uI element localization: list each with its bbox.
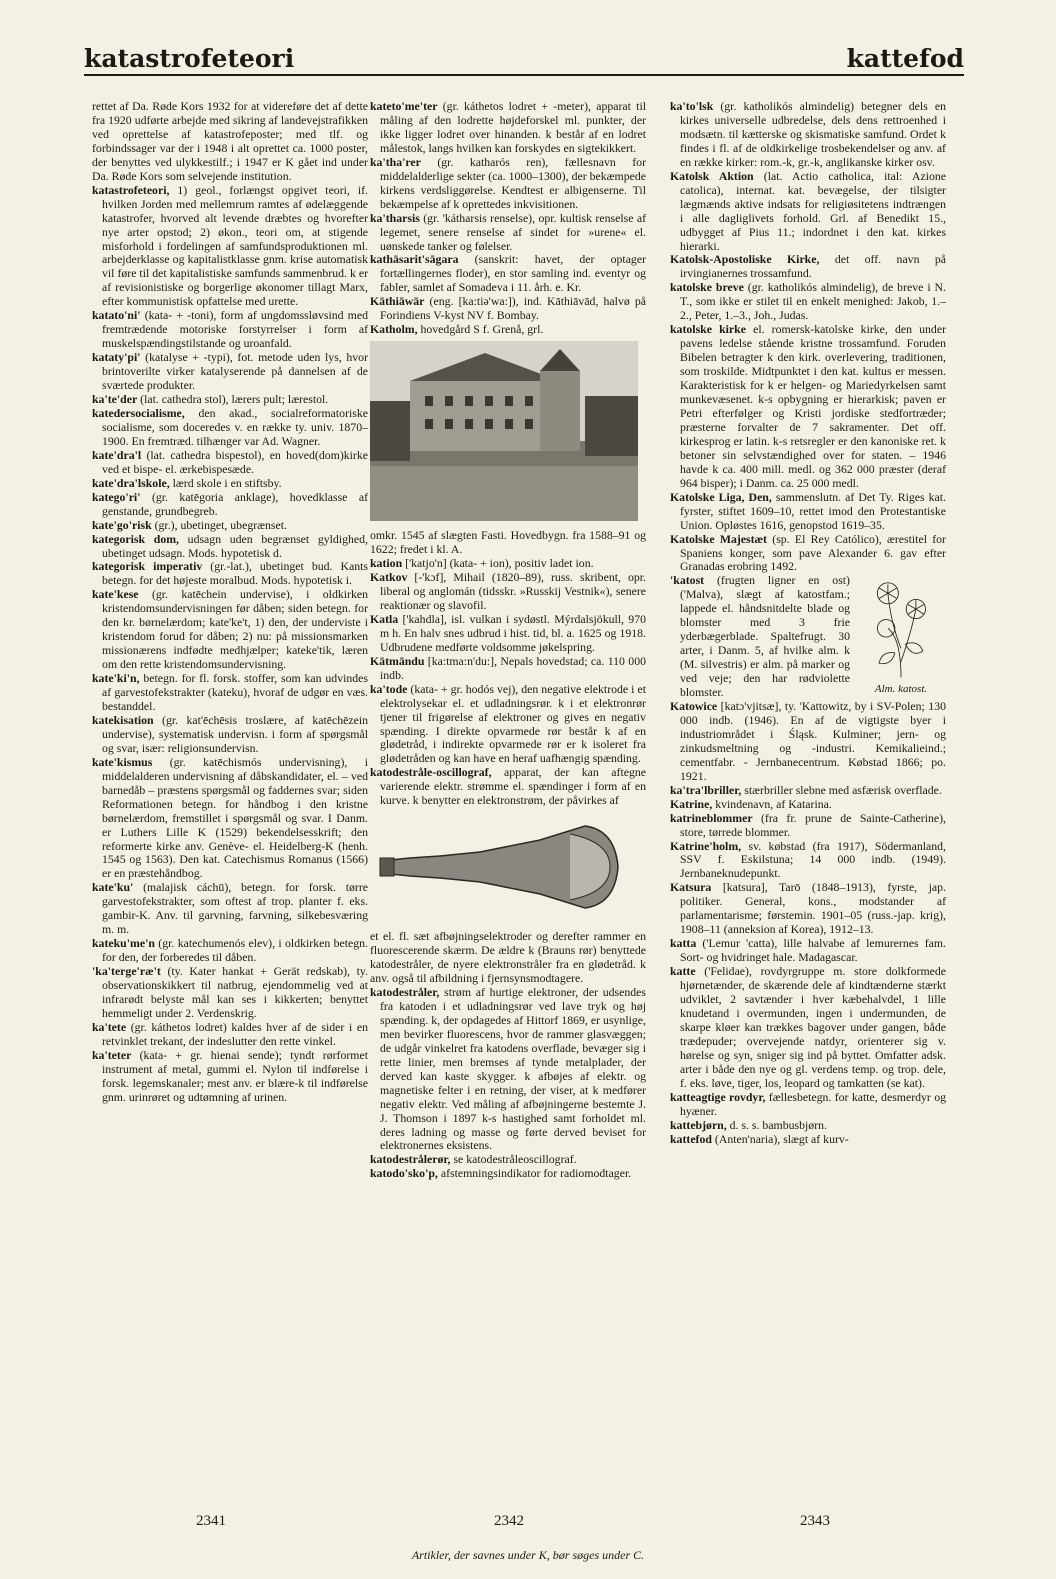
entry: Katholm, hovedgård S f. Grenå, grl.: [370, 322, 544, 337]
entry: kate'ku' (malajisk cáchū), betegn. for forsk. tørre garvestofekstrakter, som oftest af trop. planter f. eks. gambir-K. Anv. til garvning, farvning, silkebesværing m. m.: [92, 880, 369, 937]
entry: Katowice [katɔ'vjitsæ], ty. 'Kattowitz, by i SV-Polen; 130 000 indb. (1946). En af de vigtigste byer i industriområdet i Śląsk. Kulminer; jern- og zinkudsmeltning og -industri. Kemikalieind.; cementfabr. - Jernbanecentrum. Købstad 1866; po. 1921.: [670, 698, 946, 783]
page-number-middle: 2342: [494, 1513, 524, 1529]
entry: katteagtige rovdyr, fællesbetegn. for katte, desmerdyr og hyæner.: [670, 1089, 946, 1118]
entry: kathāsarit'sāgara (sanskrit: havet, der optager fortællingernes floder), en stor samling ind. eventyr og fabler, samlet af Somadeva i 11. årh. e. Kr.: [370, 252, 646, 295]
entry: kate'kismus (gr. katēchismós undervisning), i middelalderen undervisning af dåbskandidater, el. – ved barnedåb – præstens spørgsmål og faddernes svar; siden Reformationen betegn. for håndbog i den kristne børnelærdom, fremstillet i spørgsmål og svar. I Danm. er Luthers Lille K (1529) bekendelsesskrift; den reformerte kirke anv. Genève- el. Heidelberg-K (henh. 1545 og 1563). Den kat. Catechismus Romanus (1566) er en præstehåndbog.: [92, 754, 368, 881]
entry: ka'teter (kata- + gr. hienai sende); tyndt rørformet instrument af metal, gummi el. Nylon til indførelse i forsk. legemskanaler; mest anv. er blære-k til indførelse gnm. urinrøret og udtømning af urinen.: [92, 1047, 368, 1104]
entry: ka'tra'lbriller, stærbriller slebne med asfærisk overflade.: [670, 782, 942, 797]
entry: kate'kese (gr. katēchein undervise), i oldkirken kristendomsundervisningen før dåben; siden betegn. for den kr. børnelærdom; kate'ke't, 1) den, der underviste i kristendom forud for dåben; 2) nu: på missionsmarken missionærens indfødte medhjælper; kateke'tik, læren om den rette kristendomsundervisning.: [92, 587, 368, 672]
column-3: [670, 100, 946, 1146]
entry: katolske kirke el. romersk-katolske kirke, den under pavens ledelse stående kristne trossamfund. Foruden Bibelen betragter k den kirk. overlevering, traditionen, som troskilde. Midtpunktet i den kat. kultus er messen. Karakteristisk for k er helgen- og Mariedyrkelsen samt munkevæsenet. k-s opbygning er hierarkisk; paven er Petri efterfølger og Kristi jordiske stedfortræder; præsterne forvalter de 7 sakramenter. Det off. kirkesprog er latin. k-s retsregler er den kanoniske ret. k betoner sin selvstændighed over for staten. – 1946 havde k ca. 400 mill. medl. og 362 000 præster (deraf 964 bisper); i Danm. ca. 25 000 medl.: [670, 322, 946, 490]
entry: katta ('Lemur 'catta), lille halvabe af lemurernes fam. Sort- og hvidringet hale. Madagascar.: [670, 936, 946, 965]
header-rule: [84, 74, 964, 76]
entry: kattefod (Anten'naria), slægt af kurv-: [670, 1131, 849, 1146]
column-2: [370, 100, 646, 1181]
flower-caption: Alm. katost.: [874, 683, 928, 696]
page-header: [84, 44, 964, 76]
mallow-illustration: [856, 574, 946, 694]
entry: katodo'sko'p, afstemningsindikator for radiomodtager.: [370, 1166, 632, 1181]
entry: Katolske Majestæt (sp. El Rey Católico), ærestitel for Spaniens konger, som pave Alexander 6. gav efter Granadas erobring 1492.: [670, 531, 946, 574]
castle-image: [370, 341, 638, 521]
entry: ka'tha'rer (gr. katharós ren), fællesnavn for middelalderlige sekter (ca. 1000–1300), der bekæmpede kirkens verdsliggørelse. Kendtest er albigenserne. Til bekæmpelse af k oprettedes inkvisitionen.: [370, 154, 646, 211]
entry: kateto'me'ter (gr. káthetos lodret + -meter), apparat til måling af den lodrette højdeforskel ml. punkter, der ikke ligger lodret over hinanden. k består af en lodret målestok, langs hvilken kan forskydes en sigtekikkert.: [370, 99, 647, 155]
entry: et el. fl. sæt afbøjningselektroder og derefter rammer en fluorescerende skærm. De ældre k (Brauns rør) benyttede katodestråler, de nyere elektronstråler fra en glødetråd. k anv. også til afbildning i fjernsynsmodtagere.: [370, 929, 646, 986]
entry: 'ka'terge'ræ't (ty. Kater hankat + Gerät redskab), ty. observationskikkert til natbrug, ejendommelig ved at infrarødt belyste mål kan ses i kikkerten; benyttet hemmeligt under 2. Verdenskrig.: [92, 964, 369, 1020]
entry: Kāthiāwār (eng. [ka:tiə'wa:]), ind. Kāthiāvād, halvø på Forindiens V-kyst NV f. Bombay.: [370, 294, 647, 323]
entry: Katolsk Aktion (lat. Actio catholica, ital: Azione catolica), internat. kat. bevægelse, der tilsigter lægmænds aktive indsats for religiøsitetens indtrængen i alle dagliglivets forhold. Grl. af Benedikt 15., udbygget af Pius 11.; indordnet i den kat. kirkes hierarki.: [670, 168, 947, 253]
header-right-keyword: kattefod: [846, 44, 964, 73]
entry: kate'go'risk (gr.), ubetinget, ubegrænset.: [92, 517, 287, 532]
entry: kataty'pi' (katalyse + -typi), fot. metode uden lys, hvor brintoverilte virker katalyserende på dannelsen af de sværtede produkter.: [92, 350, 368, 393]
entry: kateku'me'n (gr. katechumenós elev), i oldkirken betegn. for den, der forberedes til dåben.: [92, 936, 368, 965]
entry: omkr. 1545 af slægten Fasti. Hovedbygn. fra 1588–91 og 1622; fredet i kl. A.: [370, 528, 646, 557]
flower-drawing: [856, 574, 946, 679]
entry: kattebjørn, d. s. s. bambusbjørn.: [670, 1117, 827, 1132]
tube-drawing: [370, 812, 638, 922]
footer-note: Artikler, der savnes under K, bør søges under C.: [411, 1548, 645, 1562]
entry: rettet af Da. Røde Kors 1932 for at videreføre det af dette fra 1920 udførte arbejde med sikring af landevejstrafikken ved oprettelse af katastrofeposter; med tlf. og forbindssager var der i 1948 i alt oprettet ca. 1000 poster, der benyttes ved ulykkestilf.; i 1947 er K gået ind under Da. Røde Kors som selvejende institution.: [92, 99, 368, 183]
entry: kation ['katjo'n] (kata- + ion), positiv ladet ion.: [370, 556, 594, 571]
entry: ka'to'lsk (gr. katholikós almindelig) betegner dels en kirkes universelle udbredelse, dels dens rettroenhed i modsætn. til kætterske og skismatiske samfund. Ordet k findes i fl. af de oldkirkelige trosbekendelser og anv. af en række kirker: rom.-k, gr.-k, anglikanske kirker osv.: [670, 99, 946, 169]
entry: katastrofeteori, 1) geol., forlængst opgivet teori, if. hvilken Jorden med mellemrum ramtes af ødelæggende katastrofer, hvorved alt levende dræbtes og hvorefter nye arter opstod; 2) økon., teori om, at stigende misforhold i fordelingen af samfundsproduktionen ml. arbejderklasse og kapitalistklasse gnm. krise automatisk vil føre til det kapitalistiske samfunds sammenbrud. k er af revisionistiske og borgerlige økonomer tillagt Marx, efter kommunistisk opfattelse med urette.: [92, 182, 368, 309]
entry: katodestråler, strøm af hurtige elektroner, der udsendes fra katoden i et udladningsrør ved lave tryk og høj spænding. k, der opdagedes af Hittorf 1869, er usynlige, men bevirker fluorescens, hvor de rammer glasvæggen; de udgår vinkelret fra katodens overflade, bevæger sig i rette linier, men bremses af tynde metalplader, der derved kan kaste skygger. k afbøjes af elektr. og magnetiske felter i en retning, der viser, at k medfører negativ elektr. Ved måling af afbøjningerne bestemte J. J. Thomson i 1897 k-s hastighed samt forholdet ml. deres ladning og masse og førte derved beviset for elektronernes eksistens.: [370, 984, 646, 1153]
entry: katego'ri' (gr. katēgoria anklage), hovedklasse af genstande, grundbegreb.: [92, 489, 368, 518]
entry: ka'te'der (lat. cathedra stol), lærers pult; lærestol.: [92, 392, 329, 407]
entry: katodestråle-oscillograf, apparat, der kan aftegne varierende elektr. strømme el. spændinger i form af en kurve. k benytter en elektronstrøm, der påvirkes af: [370, 765, 646, 808]
entry: kategorisk dom, udsagn uden begrænset gyldighed, ubetinget udsagn. Mods. hypotetisk d.: [92, 531, 368, 560]
entry: Katolske Liga, Den, sammenslutn. af Det Ty. Riges kat. fyrster, stiftet 1609–10, rettet imod den Protestantiske Union. Opløstes 1616, genopstod 1619–35.: [670, 489, 946, 532]
entry: ka'tete (gr. káthetos lodret) kaldes hver af de sider i en retvinklet trekant, der indeslutter den rette vinkel.: [92, 1019, 368, 1048]
entry: katodestrålerør, se katodestråleoscillograf.: [370, 1152, 577, 1167]
entry: kategorisk imperativ (gr.-lat.), ubetinget bud. Kants betegn. for det højeste moralbud. Mods. hypotetisk i.: [92, 559, 369, 588]
castle-photo: [370, 341, 646, 525]
entry: ka'tode (kata- + gr. hodós vej), den negative elektrode i et elektrolysekar el. et udladningsrør. k i et elektronrør tjener til frigørelse af elektroner og gives en negativ spænding. I direkte opvarmede rør består k af en glødetråd, i indirekte opvarmede rør er k isoleret fra glødetråden og kan have en heraf uafhængig spænding.: [370, 681, 646, 766]
page-number-left: 2341: [196, 1513, 226, 1529]
entry: Katsura [katsura], Tarō (1848–1913), fyrste, jap. politiker. General, kons., modstander af parlamentarisme; førstemin. 1901–05 (russ.-jap. krig), 1908–11 (anneksion af Korea), 1912–13.: [670, 880, 947, 937]
entry: katrineblommer (fra fr. prune de Sainte-Catherine), store, tørrede blommer.: [670, 810, 946, 839]
entry: kate'ki'n, betegn. for fl. forsk. stoffer, som kan udvindes af garvestofekstrakter (kateku), hvoraf de udgør en væs. bestanddel.: [92, 671, 368, 713]
entry: katekisation (gr. kat'ēchēsis troslære, af katēchēzein undervise), systematisk undervisn. i form af spørgsmål og svar, især: religionsundervisn.: [92, 712, 368, 755]
entry: ka'tharsis (gr. 'kátharsis renselse), opr. kultisk renselse af legemet, senere renselse af sindet for »urene« el. uønskede tanker og følelser.: [370, 210, 647, 253]
column-1: [92, 100, 368, 1105]
entry: katedersocialisme, den akad., socialreformatoriske socialisme, som doceredes v. en række ty. univ. 1870–1900. En fremtræd. tilhænger var Ad. Wagner.: [92, 405, 369, 448]
entry: katato'ni' (kata- + -toni), form af ungdomssløvsind med fremtrædende motoriske forstyrrelser i form af muskelspændingstilstande og uroanfald.: [92, 308, 368, 351]
entry: katte ('Felidae), rovdyrgruppe m. store dolkformede hjørnetænder, de skærende dele af kindtænderne stærkt udviklet, 2 savtænder i hver kæbehalvdel, 1 lille knudetand i overmunden, ingen i undermunden, de skarpe kløer kan trækkes bagover under gangen, både trædepuder; overvejende natdyr, orienterer sig v. hørelse og syn, sniger sig ind på byttet. Omfatter adsk. arter i både den nye og gl. verdens temp. og trop. dele, f. eks. løve, tiger, los, leopard og tamkatten (se kat).: [670, 964, 947, 1090]
entry: 'katost (frugten ligner en ost) ('Malva), slægt af katostfam.; lappede el. håndsnitdelte blade og blomster med 3 frie yderbægerblade. Spaltefrugt. 30 arter, i Danm. 5, af hvilke alm. k (M. silvestris) er alm. på marker og ved veje; den har rødviolette blomster.: [670, 573, 850, 700]
entry: Kātmāndu [ka:tma:n'du:], Nepals hovedstad; ca. 110 000 indb.: [370, 653, 646, 682]
entry: Katrine'holm, sv. købstad (fra 1917), Södermanland, SSV f. Eskilstuna; 14 000 indb. (1949). Jernbaneknudepunkt.: [670, 838, 946, 881]
header-left-keyword: katastrofeteori: [84, 44, 295, 73]
entry: Katrine, kvindenavn, af Katarina.: [670, 796, 832, 811]
entry: kate'dra'lskole, lærd skole i en stiftsby.: [92, 475, 282, 490]
entry: Katla ['kahdla], isl. vulkan i sydøstl. Mýrdalsjökull, 970 m h. En halv snes udbrud i hist. tid, bl. a. 1625 og 1918. Udbrudene medførte voldsomme jøkelspring.: [370, 611, 646, 654]
oscillograph-tube-image: [370, 812, 646, 926]
entry: kate'dra'l (lat. cathedra bispestol), en hoved(dom)kirke ved et bispe- el. ærkebispesæde.: [92, 447, 368, 476]
page-number-right: 2343: [800, 1513, 830, 1529]
entry: katolske breve (gr. katholikós almindelig), de breve i N. T., som ikke er stilet til en enkelt menighed: Jakob, 1.–2., Peter, 1.–3., Joh., Judas.: [670, 280, 946, 323]
entry: Katolsk-Apostoliske Kirke, det off. navn på irvingianernes trossamfund.: [670, 252, 947, 281]
entry: Katkov [-'kɔf], Mihail (1820–89), russ. skribent, opr. liberal og anglomán (tidsskr. »Russkij Vestnik«), senere reaktionær og slavofil.: [370, 570, 646, 612]
